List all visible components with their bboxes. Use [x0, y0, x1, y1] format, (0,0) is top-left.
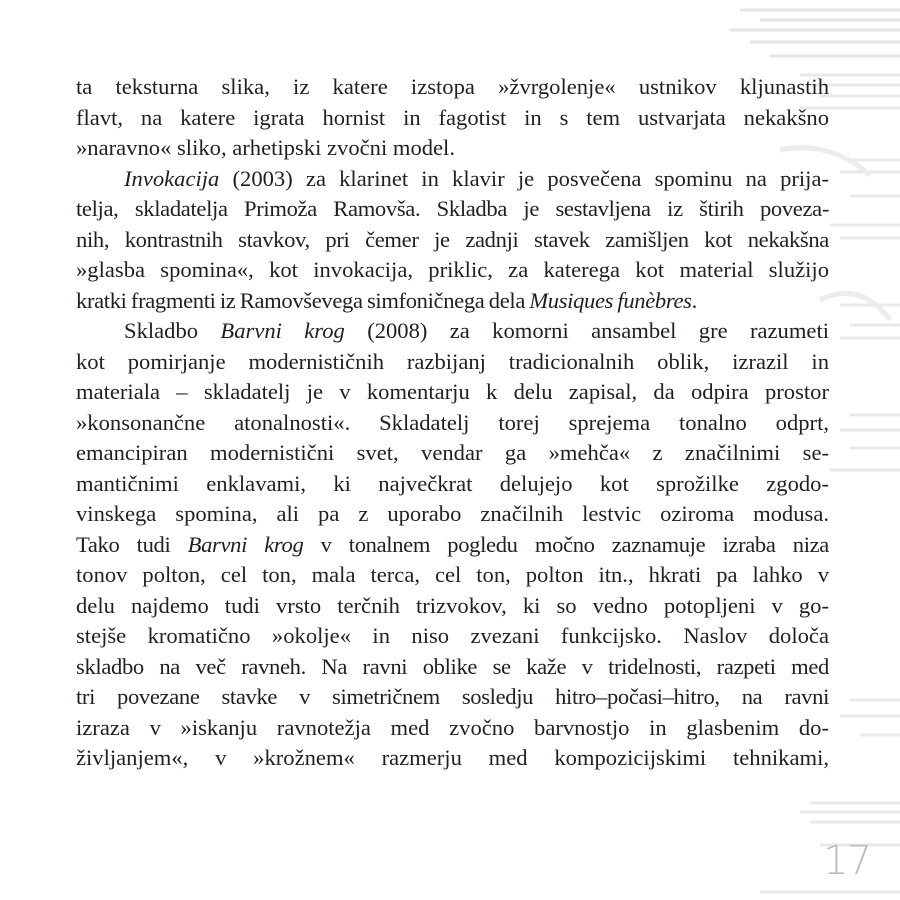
staff-lines-4: [840, 305, 900, 338]
text-line: življanjem«, v »krožnem« razmerju med kompozicijskimi tehnikami,: [76, 745, 829, 770]
text-line: tonov polton, cel ton, mala terca, cel ton, polton itn., hkrati pa lahko v: [76, 562, 829, 587]
work-title-barvni-krog: Barvni krog: [187, 531, 304, 557]
text-span: v tonalnem pogledu močno zaznamuje izraba niza: [303, 531, 829, 557]
page-number: 17: [823, 838, 870, 884]
text-line: [76, 530, 829, 561]
text-line: stejše kromatično »okolje« in niso zvezani funkcijsko. Naslov določa: [76, 623, 829, 648]
text-line: flavt, na katere igrata hornist in fagotist in s tem ustvarjata nekakšno: [76, 104, 829, 130]
text-span: Skladbo: [124, 318, 221, 343]
text-span: Tako tudi: [76, 531, 188, 557]
staff-lines-5: [830, 415, 900, 470]
body-text: [76, 72, 829, 774]
text-span: (2003) za klarinet in klavir je posvečena spominu na prija-: [219, 165, 829, 191]
text-line: materiala – skladatelj je v komentarju k delu zapisal, da odpira prostor: [76, 379, 829, 404]
text-line: »glasba spomina«, kot invokacija, priklic, za katerega kot material služijo: [76, 257, 829, 282]
text-line: [76, 286, 829, 317]
text-span: kratki fragmenti iz Ramovševega simfoničnega dela: [76, 287, 530, 313]
text-line: »naravno« sliko, arhetipski zvočni model.: [76, 135, 455, 160]
text-line: delu najdemo tudi vrsto terčnih trizvokov, ki so vedno potopljeni v go-: [76, 592, 829, 618]
text-line: mantičnimi enklavami, ki največkrat delujejo kot sprožilke zgodo-: [76, 470, 829, 496]
text-line: tri povezane stavke v simetričnem sosledju hitro–počasi–hitro, na ravni: [76, 684, 829, 709]
text-line: nih, kontrastnih stavkov, pri čemer je zadnji stavek zamišljen kot nekakšna: [76, 226, 829, 252]
text-span: .: [691, 287, 697, 313]
text-line: izraza v »iskanju ravnotežja med zvočno barvnostjo in glasbenim do-: [76, 714, 829, 740]
text-line: emancipiran modernistični svet, vendar ga »mehča« z značilnimi se-: [76, 440, 829, 465]
text-span: (2008) za komorni ansambel gre razumeti: [344, 318, 830, 343]
staff-lines-3: [830, 160, 900, 238]
work-title-musiques-funebres: Musiques funèbres: [529, 287, 692, 313]
work-title-barvni-krog: Barvni krog: [220, 318, 345, 343]
work-title-invokacija: Invokacija: [124, 165, 220, 191]
staff-lines-1: [730, 10, 900, 56]
text-line: skladbo na več ravneh. Na ravni oblike se kaže v tridelnosti, razpeti med: [76, 653, 829, 679]
text-line: ta teksturna slika, iz katere izstopa »žvrgolenje« ustnikov kljunastih: [76, 74, 829, 99]
music-curve: [820, 293, 890, 320]
text-line: kot pomirjanje modernističnih razbijanj tradicionalnih oblik, izrazil in: [76, 348, 829, 374]
text-line: »konsonančne atonalnosti«. Skladatelj torej sprejema tonalno odprt,: [76, 409, 829, 435]
text-line: [76, 316, 829, 347]
text-line: telja, skladatelja Primoža Ramovša. Skladba je sestavljena iz štirih poveza-: [76, 196, 829, 221]
staff-lines-6: [840, 700, 900, 735]
text-line: [76, 164, 829, 195]
text-line: vinskega spomina, ali pa z uporabo značilnih lestvic oziroma modusa.: [76, 501, 829, 526]
